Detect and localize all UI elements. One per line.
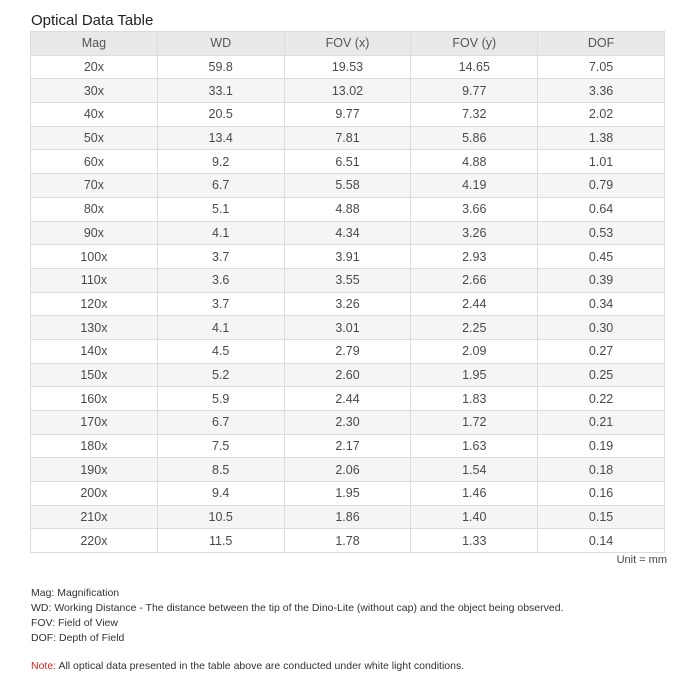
cell-dof: 0.39: [538, 268, 665, 292]
cell-wd: 13.4: [157, 126, 284, 150]
cell-wd: 4.1: [157, 221, 284, 245]
column-header-fov-y: FOV (y): [411, 32, 538, 56]
legend-item-mag: Mag: Magnification: [31, 587, 120, 599]
page-title: Optical Data Table: [31, 12, 154, 29]
table-row: [31, 292, 665, 316]
cell-mag: 70x: [31, 174, 158, 198]
cell-wd: 3.7: [157, 245, 284, 269]
cell-wd: 33.1: [157, 79, 284, 103]
table-body: [31, 55, 665, 552]
table-row: [31, 126, 665, 150]
cell-mag: 50x: [31, 126, 158, 150]
cell-mag: 200x: [31, 482, 158, 506]
cell-fov-y: 2.09: [411, 339, 538, 363]
cell-fov-x: 3.01: [284, 316, 411, 340]
cell-wd: 7.5: [157, 434, 284, 458]
cell-fov-x: 19.53: [284, 55, 411, 79]
table-row: [31, 79, 665, 103]
cell-fov-y: 5.86: [411, 126, 538, 150]
cell-fov-y: 9.77: [411, 79, 538, 103]
table-header-row: [31, 32, 665, 56]
cell-fov-y: 3.66: [411, 197, 538, 221]
cell-fov-x: 9.77: [284, 103, 411, 127]
cell-wd: 9.2: [157, 150, 284, 174]
cell-dof: 0.15: [538, 505, 665, 529]
optical-data-table: [30, 31, 665, 553]
cell-fov-x: 2.30: [284, 411, 411, 435]
cell-mag: 150x: [31, 363, 158, 387]
cell-mag: 220x: [31, 529, 158, 553]
note: [31, 660, 464, 672]
cell-dof: 2.02: [538, 103, 665, 127]
cell-fov-x: 3.26: [284, 292, 411, 316]
column-header-fov-x: FOV (x): [284, 32, 411, 56]
cell-wd: 4.1: [157, 316, 284, 340]
table-row: [31, 174, 665, 198]
cell-fov-x: 3.91: [284, 245, 411, 269]
cell-wd: 6.7: [157, 411, 284, 435]
cell-fov-x: 2.60: [284, 363, 411, 387]
cell-wd: 20.5: [157, 103, 284, 127]
cell-fov-x: 1.78: [284, 529, 411, 553]
cell-dof: 7.05: [538, 55, 665, 79]
cell-fov-y: 4.19: [411, 174, 538, 198]
cell-mag: 60x: [31, 150, 158, 174]
note-text: All optical data presented in the table above are conducted under white light conditions.: [56, 660, 465, 672]
cell-dof: 1.38: [538, 126, 665, 150]
cell-fov-x: 13.02: [284, 79, 411, 103]
cell-dof: 1.01: [538, 150, 665, 174]
cell-fov-x: 2.79: [284, 339, 411, 363]
cell-fov-y: 7.32: [411, 103, 538, 127]
cell-dof: 0.22: [538, 387, 665, 411]
cell-fov-x: 4.34: [284, 221, 411, 245]
cell-mag: 130x: [31, 316, 158, 340]
cell-fov-y: 1.33: [411, 529, 538, 553]
table-row: [31, 411, 665, 435]
table-row: [31, 458, 665, 482]
cell-fov-x: 3.55: [284, 268, 411, 292]
cell-fov-y: 4.88: [411, 150, 538, 174]
cell-wd: 5.2: [157, 363, 284, 387]
cell-dof: 0.19: [538, 434, 665, 458]
cell-fov-y: 14.65: [411, 55, 538, 79]
cell-fov-x: 5.58: [284, 174, 411, 198]
cell-mag: 120x: [31, 292, 158, 316]
cell-dof: 0.18: [538, 458, 665, 482]
cell-wd: 59.8: [157, 55, 284, 79]
cell-mag: 80x: [31, 197, 158, 221]
cell-fov-y: 2.66: [411, 268, 538, 292]
cell-fov-y: 2.25: [411, 316, 538, 340]
cell-fov-y: 1.40: [411, 505, 538, 529]
table-row: [31, 55, 665, 79]
cell-mag: 110x: [31, 268, 158, 292]
cell-fov-y: 1.72: [411, 411, 538, 435]
legend-item-dof: DOF: Depth of Field: [31, 632, 125, 644]
cell-fov-x: 2.44: [284, 387, 411, 411]
cell-dof: 0.14: [538, 529, 665, 553]
cell-fov-x: 6.51: [284, 150, 411, 174]
cell-fov-y: 1.95: [411, 363, 538, 387]
table-row: [31, 387, 665, 411]
cell-wd: 5.9: [157, 387, 284, 411]
cell-wd: 3.6: [157, 268, 284, 292]
cell-fov-x: 2.17: [284, 434, 411, 458]
unit-label: Unit = mm: [616, 554, 667, 566]
cell-fov-y: 1.83: [411, 387, 538, 411]
cell-mag: 30x: [31, 79, 158, 103]
cell-wd: 5.1: [157, 197, 284, 221]
cell-mag: 190x: [31, 458, 158, 482]
table-row: [31, 434, 665, 458]
cell-mag: 90x: [31, 221, 158, 245]
table-row: [31, 197, 665, 221]
table-row: [31, 363, 665, 387]
cell-dof: 0.25: [538, 363, 665, 387]
cell-wd: 6.7: [157, 174, 284, 198]
table-row: [31, 505, 665, 529]
cell-mag: 160x: [31, 387, 158, 411]
cell-dof: 0.27: [538, 339, 665, 363]
cell-fov-y: 2.44: [411, 292, 538, 316]
cell-mag: 170x: [31, 411, 158, 435]
cell-dof: 0.79: [538, 174, 665, 198]
table-row: [31, 221, 665, 245]
cell-fov-x: 7.81: [284, 126, 411, 150]
cell-mag: 20x: [31, 55, 158, 79]
cell-wd: 10.5: [157, 505, 284, 529]
cell-mag: 210x: [31, 505, 158, 529]
cell-fov-y: 1.54: [411, 458, 538, 482]
cell-mag: 140x: [31, 339, 158, 363]
cell-fov-x: 2.06: [284, 458, 411, 482]
table-row: [31, 529, 665, 553]
legend: [31, 586, 564, 646]
table-row: [31, 339, 665, 363]
cell-wd: 9.4: [157, 482, 284, 506]
cell-dof: 3.36: [538, 79, 665, 103]
legend-item-wd: WD: Working Distance - The distance between the tip of the Dino-Lite (without cap) and the object being observed.: [31, 602, 564, 614]
cell-fov-x: 1.95: [284, 482, 411, 506]
cell-fov-x: 1.86: [284, 505, 411, 529]
column-header-wd: WD: [157, 32, 284, 56]
cell-wd: 3.7: [157, 292, 284, 316]
table-row: [31, 268, 665, 292]
cell-dof: 0.16: [538, 482, 665, 506]
column-header-mag: Mag: [31, 32, 158, 56]
cell-wd: 11.5: [157, 529, 284, 553]
cell-mag: 100x: [31, 245, 158, 269]
legend-item-fov: FOV: Field of View: [31, 617, 118, 629]
cell-dof: 0.45: [538, 245, 665, 269]
cell-dof: 0.64: [538, 197, 665, 221]
table-row: [31, 103, 665, 127]
cell-mag: 40x: [31, 103, 158, 127]
cell-fov-y: 3.26: [411, 221, 538, 245]
note-label: Note:: [31, 660, 57, 672]
cell-dof: 0.21: [538, 411, 665, 435]
table-row: [31, 316, 665, 340]
cell-fov-y: 1.63: [411, 434, 538, 458]
cell-fov-x: 4.88: [284, 197, 411, 221]
cell-wd: 8.5: [157, 458, 284, 482]
cell-dof: 0.30: [538, 316, 665, 340]
cell-fov-y: 1.46: [411, 482, 538, 506]
table-row: [31, 245, 665, 269]
column-header-dof: DOF: [538, 32, 665, 56]
cell-fov-y: 2.93: [411, 245, 538, 269]
table-row: [31, 150, 665, 174]
cell-dof: 0.53: [538, 221, 665, 245]
table-row: [31, 482, 665, 506]
cell-mag: 180x: [31, 434, 158, 458]
cell-dof: 0.34: [538, 292, 665, 316]
cell-wd: 4.5: [157, 339, 284, 363]
